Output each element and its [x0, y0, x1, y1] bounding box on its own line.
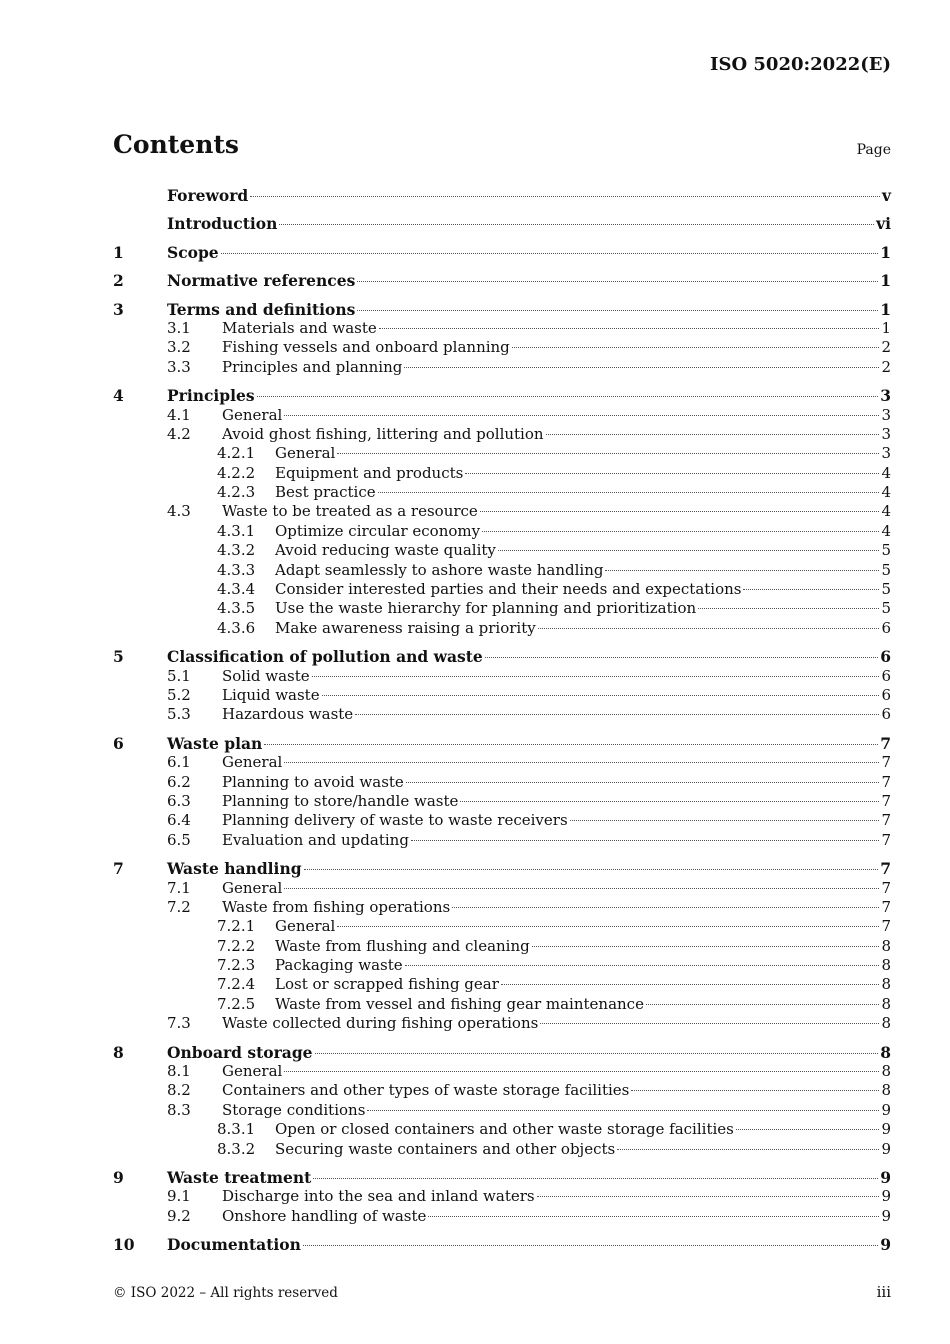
toc-entry-page[interactable]: 7 — [880, 733, 891, 753]
toc-entry-title[interactable]: Open or closed containers and other waste storage facilities — [275, 1120, 734, 1139]
toc-entry-title[interactable]: Foreword — [167, 186, 249, 205]
dot-leader — [570, 820, 880, 821]
toc-entry-title[interactable]: General — [222, 1062, 283, 1081]
toc-entry[interactable] — [113, 1120, 891, 1139]
toc-entry-page[interactable]: 4 — [881, 483, 891, 502]
dot-leader — [284, 415, 879, 416]
toc-entry-title[interactable]: General — [222, 878, 283, 897]
dot-leader — [501, 984, 880, 985]
toc-entry[interactable] — [113, 773, 891, 792]
toc-entry-title[interactable]: Onboard storage — [167, 1042, 313, 1062]
toc-entry-number: 7.2.5 — [217, 994, 256, 1013]
toc-entry-number: 7.2 — [167, 897, 191, 916]
toc-entry-title[interactable]: Terms and definitions — [167, 299, 356, 319]
toc-entry[interactable] — [113, 541, 891, 560]
toc-entry-number: 4.2.2 — [217, 463, 256, 482]
toc-entry[interactable] — [113, 214, 891, 233]
page-number: iii — [876, 1283, 891, 1301]
standard-id: ISO 5020:2022(E) — [710, 54, 891, 75]
toc-entry-number: 8.2 — [167, 1081, 191, 1100]
dot-leader — [264, 744, 878, 745]
dot-leader — [284, 888, 879, 889]
toc-entry-page[interactable]: 8 — [881, 1081, 891, 1100]
toc-entry[interactable] — [113, 338, 891, 357]
toc-entry[interactable] — [113, 734, 891, 753]
dot-leader — [379, 328, 880, 329]
toc-entry-page[interactable]: 9 — [881, 1120, 891, 1139]
toc-entry-title[interactable]: Principles and planning — [222, 357, 403, 376]
toc-entry-page[interactable]: v — [881, 186, 891, 205]
dot-leader — [540, 1023, 879, 1024]
toc-entry[interactable] — [113, 406, 891, 425]
toc-entry-number: 4.3.6 — [217, 618, 256, 637]
toc-entry-number: 3 — [113, 299, 124, 319]
toc-entry-number: 4.3.4 — [217, 580, 256, 599]
dot-leader — [367, 1110, 879, 1111]
toc-entry[interactable] — [113, 831, 891, 850]
dot-leader — [480, 511, 880, 512]
toc-entry[interactable] — [113, 956, 891, 975]
dot-leader — [404, 367, 879, 368]
toc-entry-title[interactable]: Make awareness raising a priority — [275, 618, 536, 637]
toc-entry-page[interactable]: 8 — [881, 994, 891, 1013]
toc-entry-number: 5.3 — [167, 705, 191, 724]
dot-leader — [698, 608, 879, 609]
toc-entry-number: 4.3.5 — [217, 599, 256, 618]
toc-entry-page[interactable]: 7 — [881, 830, 891, 849]
toc-entry-page[interactable]: 9 — [881, 1187, 891, 1206]
dot-leader — [546, 434, 880, 435]
toc-entry[interactable] — [113, 386, 891, 405]
toc-entry[interactable] — [113, 1187, 891, 1206]
toc-entry-number: 3.2 — [167, 338, 191, 357]
toc-entry-number: 3.1 — [167, 318, 191, 337]
dot-leader — [303, 1245, 878, 1246]
toc-entry-page[interactable]: 5 — [881, 599, 891, 618]
toc-entry-page[interactable]: 7 — [881, 772, 891, 791]
dot-leader — [512, 347, 880, 348]
toc-entry-number: 9.1 — [167, 1187, 191, 1206]
toc-entry-page[interactable]: 1 — [881, 318, 891, 337]
toc-entry-title[interactable]: Waste plan — [167, 733, 263, 753]
toc-entry-page[interactable]: 6 — [881, 705, 891, 724]
toc-entry-title[interactable]: Planning to store/handle waste — [222, 791, 459, 810]
dot-leader — [532, 946, 880, 947]
toc-entry-number: 4.3.1 — [217, 521, 256, 540]
toc-entry[interactable] — [113, 425, 891, 444]
dot-leader — [646, 1004, 879, 1005]
toc-entry-page[interactable]: 1 — [880, 271, 891, 291]
toc-entry-page[interactable]: 8 — [881, 1014, 891, 1033]
dot-leader — [460, 801, 879, 802]
dot-leader — [631, 1090, 879, 1091]
toc-entry-title[interactable]: Avoid ghost fishing, littering and pollution — [222, 424, 544, 443]
toc-entry-number: 4.2.1 — [217, 444, 256, 463]
toc-entry-number: 7 — [113, 859, 124, 879]
dot-leader — [284, 762, 879, 763]
toc-entry-number: 7.2.2 — [217, 936, 256, 955]
toc-entry-number: 3.3 — [167, 357, 191, 376]
toc-entry-number: 4.2 — [167, 424, 191, 443]
toc-entry-number: 7.1 — [167, 878, 191, 897]
dot-leader — [284, 1071, 879, 1072]
toc-entry-title[interactable]: Equipment and products — [275, 463, 464, 482]
toc-entry-title[interactable]: Packaging waste — [275, 956, 403, 975]
toc-entry-page[interactable]: 2 — [881, 338, 891, 357]
dot-leader — [257, 396, 879, 397]
toc-entry-page[interactable]: 3 — [881, 444, 891, 463]
toc-entry-title[interactable]: Materials and waste — [222, 318, 377, 337]
dot-leader — [357, 310, 878, 311]
toc-entry-page[interactable]: 9 — [880, 1167, 891, 1187]
toc-entry-page[interactable]: 7 — [880, 859, 891, 879]
dot-leader — [221, 253, 879, 254]
toc-entry-page[interactable]: 8 — [881, 1062, 891, 1081]
toc-entry-title[interactable]: Lost or scrapped fishing gear — [275, 975, 499, 994]
dot-leader — [355, 714, 879, 715]
toc-entry-page[interactable]: 6 — [881, 618, 891, 637]
dot-leader — [538, 628, 880, 629]
dot-leader — [406, 782, 880, 783]
toc-entry-page[interactable]: 8 — [881, 956, 891, 975]
toc-entry[interactable] — [113, 1207, 891, 1226]
toc-entry[interactable] — [113, 1101, 891, 1120]
toc-entry-number: 1 — [113, 242, 124, 262]
toc-entry-number: 5 — [113, 647, 124, 667]
toc-entry[interactable] — [113, 271, 891, 290]
toc-entry-title[interactable]: Waste from fishing operations — [222, 897, 451, 916]
toc-entry[interactable] — [113, 1140, 891, 1159]
toc-entry-title[interactable]: Optimize circular economy — [275, 521, 481, 540]
toc-entry-number: 6.2 — [167, 772, 191, 791]
toc-entry[interactable] — [113, 753, 891, 772]
dot-leader — [485, 657, 878, 658]
toc-entry[interactable] — [113, 444, 891, 463]
dot-leader — [498, 550, 880, 551]
toc-entry-number: 8.1 — [167, 1062, 191, 1081]
toc-entry-page[interactable]: 6 — [881, 666, 891, 685]
toc-entry-title[interactable]: Waste collected during fishing operations — [222, 1014, 539, 1033]
toc-entry-title[interactable]: Waste from flushing and cleaning — [275, 936, 530, 955]
toc-entry-page[interactable]: 3 — [881, 424, 891, 443]
toc-entry[interactable] — [113, 917, 891, 936]
toc-entry-title[interactable]: Liquid waste — [222, 685, 320, 704]
dot-leader — [405, 965, 880, 966]
toc-entry-page[interactable]: 6 — [881, 685, 891, 704]
toc-entry-title[interactable]: General — [275, 917, 336, 936]
toc-entry[interactable] — [113, 859, 891, 878]
toc-entry-page[interactable]: 8 — [881, 975, 891, 994]
toc-entry-number: 4 — [113, 386, 124, 406]
page-column-label: Page — [856, 142, 891, 158]
dot-leader — [736, 1129, 880, 1130]
toc-entry-number: 4.3.2 — [217, 541, 256, 560]
toc-entry[interactable] — [113, 522, 891, 541]
toc-entry-title[interactable]: General — [222, 405, 283, 424]
dot-leader — [357, 281, 878, 282]
toc-entry-title[interactable]: Waste from vessel and fishing gear maintenance — [275, 994, 644, 1013]
toc-entry-title[interactable]: General — [222, 753, 283, 772]
toc-entry-number: 8.3.2 — [217, 1139, 256, 1158]
toc-entry-number: 8 — [113, 1042, 124, 1062]
toc-entry[interactable] — [113, 898, 891, 917]
toc-entry-number: 6.1 — [167, 753, 191, 772]
toc-entry-number: 8.3.1 — [217, 1120, 256, 1139]
dot-leader — [279, 224, 874, 225]
toc-entry-title[interactable]: Discharge into the sea and inland waters — [222, 1187, 535, 1206]
toc-entry-title[interactable]: Evaluation and updating — [222, 830, 409, 849]
toc-entry[interactable] — [113, 792, 891, 811]
dot-leader — [313, 1178, 878, 1179]
toc-entry[interactable] — [113, 1168, 891, 1187]
toc-entry[interactable] — [113, 1235, 891, 1254]
toc-entry-number: 9.2 — [167, 1206, 191, 1225]
toc-entry[interactable] — [113, 464, 891, 483]
toc-entry[interactable] — [113, 811, 891, 830]
toc-entry-title[interactable]: Containers and other types of waste storage facilities — [222, 1081, 630, 1100]
toc-entry-page[interactable]: 5 — [881, 560, 891, 579]
dot-leader — [617, 1149, 879, 1150]
toc-entry[interactable] — [113, 879, 891, 898]
toc-entry-number: 8.3 — [167, 1100, 191, 1119]
toc-entry-title[interactable]: Classification of pollution and waste — [167, 647, 483, 667]
dot-leader — [378, 492, 880, 493]
toc-entry-page[interactable]: 5 — [881, 541, 891, 560]
toc-entry[interactable] — [113, 319, 891, 338]
toc-entry-title[interactable]: Avoid reducing waste quality — [275, 541, 496, 560]
toc-entry-title[interactable]: Waste treatment — [167, 1167, 312, 1187]
toc-entry-number: 10 — [113, 1235, 135, 1255]
table-of-contents — [113, 186, 891, 1255]
toc-entry-page[interactable]: 8 — [881, 936, 891, 955]
dot-leader — [452, 907, 879, 908]
dot-leader — [743, 589, 879, 590]
toc-entry-number: 4.3.3 — [217, 560, 256, 579]
toc-entry-page[interactable]: 4 — [881, 502, 891, 521]
toc-entry[interactable] — [113, 243, 891, 262]
toc-entry-page[interactable]: 6 — [880, 647, 891, 667]
dot-leader — [428, 1216, 879, 1217]
toc-entry-page[interactable]: vi — [876, 214, 891, 234]
dot-leader — [465, 473, 879, 474]
toc-entry-page[interactable]: 9 — [881, 1139, 891, 1158]
toc-entry-page[interactable]: 8 — [880, 1042, 891, 1062]
toc-entry[interactable] — [113, 1014, 891, 1033]
toc-entry-title[interactable]: Waste to be treated as a resource — [222, 502, 478, 521]
dot-leader — [322, 695, 880, 696]
toc-entry[interactable] — [113, 561, 891, 580]
toc-entry-title[interactable]: Normative references — [167, 271, 356, 291]
toc-entry-number: 7.3 — [167, 1014, 191, 1033]
toc-entry-number: 2 — [113, 271, 124, 291]
dot-leader — [482, 531, 879, 532]
toc-entry-number: 6.4 — [167, 811, 191, 830]
toc-entry-page[interactable]: 7 — [881, 917, 891, 936]
toc-entry-page[interactable]: 9 — [881, 1100, 891, 1119]
toc-entry-page[interactable]: 1 — [880, 299, 891, 319]
toc-entry-number: 5.1 — [167, 666, 191, 685]
toc-entry[interactable] — [113, 358, 891, 377]
toc-entry-page[interactable]: 4 — [881, 521, 891, 540]
toc-entry-number: 7.2.1 — [217, 917, 256, 936]
toc-entry-title[interactable]: Adapt seamlessly to ashore waste handling — [275, 560, 604, 579]
toc-entry-title[interactable]: Planning delivery of waste to waste receivers — [222, 811, 568, 830]
toc-entry[interactable] — [113, 667, 891, 686]
dot-leader — [537, 1196, 880, 1197]
toc-entry-title[interactable]: Planning to avoid waste — [222, 772, 404, 791]
toc-entry-page[interactable]: 7 — [881, 897, 891, 916]
dot-leader — [337, 926, 879, 927]
contents-title: Contents — [113, 130, 240, 159]
toc-entry-title[interactable]: Scope — [167, 242, 219, 262]
dot-leader — [250, 196, 880, 197]
toc-entry-title[interactable]: Hazardous waste — [222, 705, 354, 724]
toc-entry-number: 4.2.3 — [217, 483, 256, 502]
toc-entry-title[interactable]: Solid waste — [222, 666, 310, 685]
toc-entry[interactable] — [113, 186, 891, 205]
toc-entry-number: 7.2.3 — [217, 956, 256, 975]
toc-entry-title[interactable]: Principles — [167, 386, 255, 406]
toc-entry-title[interactable]: Documentation — [167, 1235, 301, 1255]
toc-entry-number: 4.1 — [167, 405, 191, 424]
toc-entry-page[interactable]: 4 — [881, 463, 891, 482]
toc-entry-number: 6.3 — [167, 791, 191, 810]
toc-entry[interactable] — [113, 599, 891, 618]
toc-entry-number: 9 — [113, 1167, 124, 1187]
toc-entry-title[interactable]: Storage conditions — [222, 1100, 366, 1119]
toc-entry[interactable] — [113, 1062, 891, 1081]
toc-entry-number: 7.2.4 — [217, 975, 256, 994]
toc-entry-title[interactable]: Securing waste containers and other objects — [275, 1139, 616, 1158]
toc-entry-title[interactable]: Waste handling — [167, 859, 302, 879]
toc-entry-page[interactable]: 3 — [880, 386, 891, 406]
toc-entry-number: 5.2 — [167, 685, 191, 704]
toc-entry-page[interactable]: 2 — [881, 357, 891, 376]
dot-leader — [304, 869, 879, 870]
toc-entry-page[interactable]: 7 — [881, 791, 891, 810]
toc-entry-title[interactable]: Use the waste hierarchy for planning and prioritization — [275, 599, 697, 618]
toc-entry[interactable] — [113, 686, 891, 705]
dot-leader — [315, 1053, 879, 1054]
toc-entry-page[interactable]: 7 — [881, 753, 891, 772]
toc-entry[interactable] — [113, 937, 891, 956]
toc-entry-number: 6 — [113, 733, 124, 753]
toc-entry[interactable] — [113, 1081, 891, 1100]
dot-leader — [411, 840, 880, 841]
dot-leader — [312, 676, 880, 677]
toc-entry-page[interactable]: 5 — [881, 580, 891, 599]
toc-entry-number: 6.5 — [167, 830, 191, 849]
toc-entry-page[interactable]: 7 — [881, 811, 891, 830]
dot-leader — [605, 570, 879, 571]
toc-entry[interactable] — [113, 580, 891, 599]
dot-leader — [337, 453, 879, 454]
toc-entry-title[interactable]: Onshore handling of waste — [222, 1206, 427, 1225]
toc-entry-page[interactable]: 9 — [881, 1206, 891, 1225]
toc-entry-title[interactable]: Introduction — [167, 214, 278, 234]
toc-entry-page[interactable]: 7 — [881, 878, 891, 897]
toc-entry-page[interactable]: 3 — [881, 405, 891, 424]
copyright-notice: © ISO 2022 – All rights reserved — [113, 1285, 338, 1301]
toc-entry-page[interactable]: 9 — [880, 1235, 891, 1255]
toc-entry[interactable] — [113, 502, 891, 521]
toc-entry[interactable] — [113, 647, 891, 666]
toc-entry[interactable] — [113, 619, 891, 638]
toc-entry[interactable] — [113, 975, 891, 994]
toc-entry[interactable] — [113, 1043, 891, 1062]
toc-entry[interactable] — [113, 483, 891, 502]
toc-entry-title[interactable]: Fishing vessels and onboard planning — [222, 338, 510, 357]
toc-entry[interactable] — [113, 995, 891, 1014]
toc-entry-number: 4.3 — [167, 502, 191, 521]
toc-entry[interactable] — [113, 705, 891, 724]
toc-entry-page[interactable]: 1 — [880, 242, 891, 262]
toc-entry-title[interactable]: Best practice — [275, 483, 376, 502]
toc-entry[interactable] — [113, 300, 891, 319]
toc-entry-title[interactable]: Consider interested parties and their needs and expectations — [275, 580, 742, 599]
toc-entry-title[interactable]: General — [275, 444, 336, 463]
